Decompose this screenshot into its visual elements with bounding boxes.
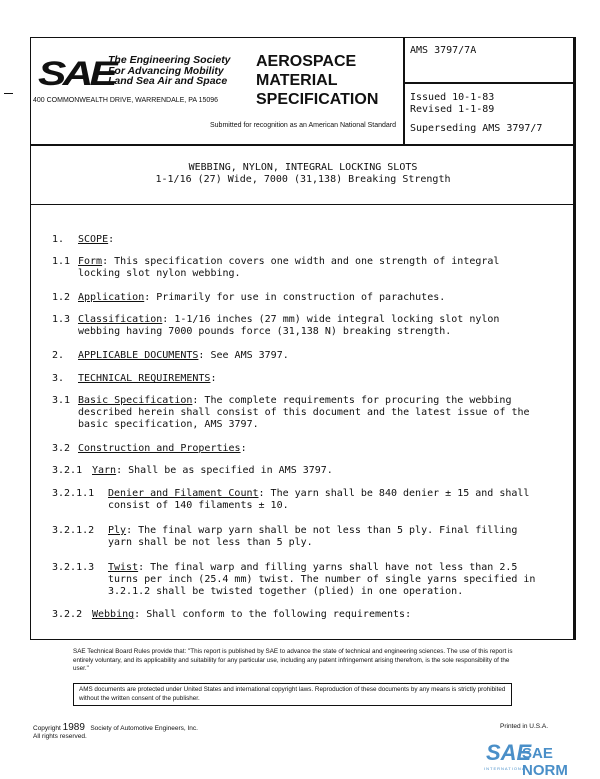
section-number: 3.2.1.3 — [52, 562, 95, 573]
divider — [403, 82, 576, 84]
section-text: : Shall be as specified in AMS 3797. — [116, 465, 333, 476]
section-number: 3. — [52, 373, 65, 384]
doc-number: AMS 3797/7A — [410, 45, 477, 56]
section-text: locking slot nylon webbing. — [78, 268, 241, 279]
address: 400 COMMONWEALTH DRIVE, WARRENDALE, PA 15096 — [33, 97, 219, 104]
section-heading: Construction and Properties — [78, 443, 241, 454]
submitted-note: Submitted for recognition as an American National Standard — [210, 122, 396, 129]
section-text: : The yarn shall be 840 denier ± 15 and shall — [258, 488, 530, 499]
doc-title: WEBBING, NYLON, INTEGRAL LOCKING SLOTS 1-1/16 (27) Wide, 7000 (31,138) Breaking Strength — [155, 162, 451, 185]
section-number: 3.2.2 — [52, 609, 83, 620]
section-text: : — [210, 373, 217, 384]
issue-info: Issued 10-1-83 Revised 1-1-89 Superseding AMS 3797/7 — [410, 92, 543, 134]
section-number: 3.2.1 — [52, 465, 83, 476]
section-heading: Yarn — [92, 465, 117, 476]
watermark-sub: INTERNATIONAL — [484, 766, 529, 771]
section-text: : The final warp yarn shall be not less than 5 ply. Final filling — [126, 525, 518, 536]
section-heading: Ply — [108, 525, 127, 536]
section-3-2-1 — [52, 465, 333, 477]
watermark-logo: SAE — [486, 740, 532, 765]
printed: Printed in U.S.A. — [500, 723, 549, 730]
section-3-2-1-1 — [52, 488, 529, 512]
section-text: : The complete requirements for procuring the webbing — [192, 395, 512, 406]
margin-mark — [4, 93, 13, 94]
section-text: 3.2.1.2 shall be twisted together (plied) in one operation. — [108, 586, 464, 597]
section-text: consist of 140 filaments ± 10. — [108, 500, 289, 511]
section-1-1 — [52, 256, 499, 280]
section-text: : — [240, 443, 247, 454]
section-3 — [52, 373, 216, 385]
section-heading: Basic Specification — [78, 395, 193, 406]
section-number: 3.2 — [52, 443, 71, 454]
section-text: described herein shall consist of this document and the latest issue of the — [78, 407, 530, 418]
section-heading: Form — [78, 256, 103, 267]
section-heading: Denier and Filament Count — [108, 488, 259, 499]
tagline: The Engineering Society For Advancing Mobility Land Sea Air and Space — [108, 54, 231, 87]
copyright-notice: AMS documents are protected under United States and international copyright laws. Reproduction of these documents by any means is strictly prohibited without the written consent of the publisher. — [73, 683, 512, 706]
board-rules: SAE Technical Board Rules provide that: "This report is published by SAE to advance the state of technical and engineering sciences. The use of this report is entirely voluntary, and its applicability and suitability for any particular use, including any patent infringement arising therefrom, is the sole responsibility of the user." — [73, 648, 513, 672]
section-1-2 — [52, 292, 445, 304]
section-3-2-2 — [52, 609, 411, 621]
section-number: 3.2.1.2 — [52, 525, 95, 536]
section-text: turns per inch (25.4 mm) twist. The number of single yarns specified in — [108, 574, 536, 585]
section-3-1 — [52, 395, 530, 431]
section-text: : The final warp and filling yarns shall have not less than 2.5 — [138, 562, 518, 573]
section-number: 1.1 — [52, 256, 71, 267]
section-number: 1.3 — [52, 314, 71, 325]
section-1-3 — [52, 314, 499, 338]
section-text: : This specification covers one width and one strength of integral — [102, 256, 500, 267]
section-1 — [52, 234, 114, 246]
section-heading: TECHNICAL REQUIREMENTS — [78, 373, 211, 384]
section-heading: Application — [78, 292, 145, 303]
section-heading: Webbing — [92, 609, 135, 620]
sae-logo: SAE — [38, 55, 115, 93]
section-text: webbing having 7000 pounds force (31,138 N) breaking strength. — [78, 326, 452, 337]
section-text: : See AMS 3797. — [198, 350, 289, 361]
section-text: yarn shall be not less than 5 ply. — [108, 537, 313, 548]
section-text: : — [108, 234, 115, 245]
section-2 — [52, 350, 289, 362]
section-text: : Shall conform to the following requirements: — [134, 609, 412, 620]
section-heading: SCOPE — [78, 234, 109, 245]
doc-type: AEROSPACE MATERIAL SPECIFICATION — [256, 53, 379, 108]
section-heading: Classification — [78, 314, 163, 325]
section-heading: APPLICABLE DOCUMENTS — [78, 350, 199, 361]
divider — [403, 37, 405, 146]
section-heading: Twist — [108, 562, 139, 573]
section-number: 1.2 — [52, 292, 71, 303]
section-number: 2. — [52, 350, 65, 361]
section-text: : 1-1/16 inches (27 mm) wide integral locking slot nylon — [162, 314, 500, 325]
section-3-2 — [52, 443, 247, 455]
section-text: : Primarily for use in construction of parachutes. — [144, 292, 446, 303]
section-number: 3.2.1.1 — [52, 488, 95, 499]
section-number: 3.1 — [52, 395, 71, 406]
section-3-2-1-3 — [52, 562, 535, 598]
copyright: Copyright 1989 Society of Automotive Engineers, Inc. All rights reserved. — [33, 722, 198, 740]
section-number: 1. — [52, 234, 65, 245]
section-text: basic specification, AMS 3797. — [78, 419, 259, 430]
watermark-text: SAE NORM — [522, 745, 568, 779]
section-3-2-1-2 — [52, 525, 517, 549]
